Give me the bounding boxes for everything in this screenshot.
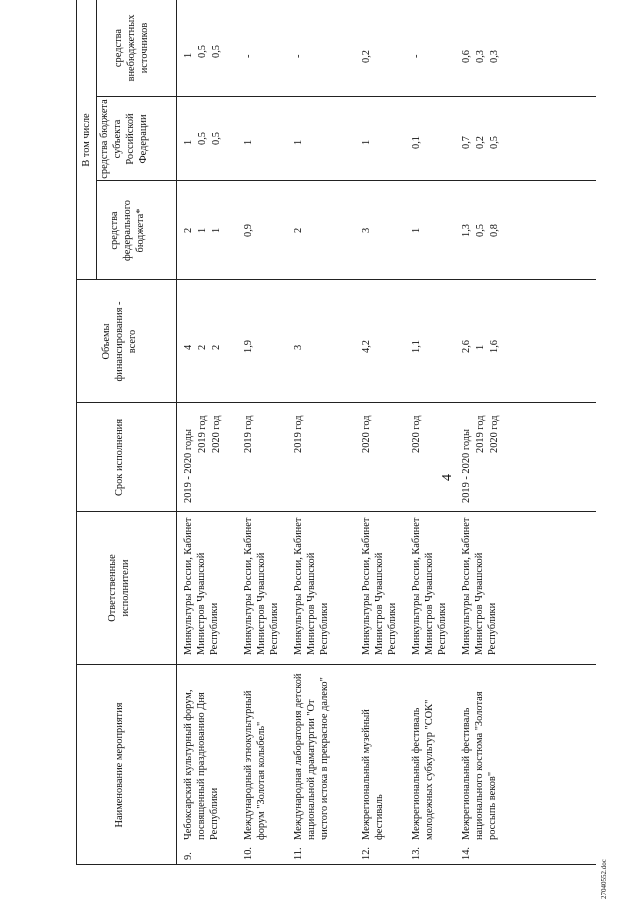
col-divider-name [76,664,596,665]
row-deadline: 2019 год [197,415,208,453]
row-executors: Минкультуры России, Кабинет Министров Чувашской Республики [411,517,448,655]
row-deadline: 2020 год [361,415,372,453]
row-extra: 0,5 [211,45,222,58]
row-regional: 0,7 [461,136,472,149]
row-name: Международная лаборатория детской национальной драматургии "От чистого истока в прекрасное далеко" [293,673,330,840]
row-executors: Минкультуры России, Кабинет Министров Чувашской Республики [293,517,330,655]
col-divider-deadline [76,402,596,403]
row-regional: 1 [361,139,372,145]
row-executors: Минкультуры России, Кабинет Министров Чувашской Республики [361,517,398,655]
row-executors: Минкультуры России, Кабинет Министров Чувашской Республики [183,517,220,655]
col-divider-federal [96,180,596,181]
row-name: Межрегиональный фестиваль национального костюма "Золотая россыпь веков" [461,691,498,840]
row-regional: 0,5 [489,136,500,149]
row-deadline: 2019 - 2020 годы [183,429,194,503]
row-total: 4 [183,344,194,350]
row-deadline: 2020 год [489,415,500,453]
table-top-border [76,0,77,865]
row-name: Чебоксарский культурный форум, посвященный празднованию Дня Республики [183,689,220,840]
header-deadline: Срок исполнения [114,418,125,497]
row-extra: 0,5 [197,45,208,58]
row-deadline: 2019 - 2020 годы [461,429,472,503]
header-regional: средства бюджета субъекта Российской Федерации [99,99,149,179]
row-total: 4,2 [361,340,372,353]
row-total: 1,9 [243,340,254,353]
row-regional: 0,5 [197,132,208,145]
header-bottom-border [176,0,177,865]
row-name: Межрегиональный фестиваль молодежных субкультур "СОК" [411,699,435,840]
footer-doc-name: 27040552.doc [600,859,608,899]
row-federal: 3 [361,227,372,233]
row-number: 12. [361,847,372,860]
subheader-border [96,0,97,280]
row-number: 9. [183,852,194,860]
header-executors: Ответственные исполнители [107,554,131,622]
row-extra: 0,3 [489,50,500,63]
row-extra: 0,3 [475,50,486,63]
row-regional: 1 [293,139,304,145]
col-divider-executors [76,511,596,512]
row-regional: 0,2 [475,136,486,149]
row-federal: 0,9 [243,224,254,237]
header-extra: средства внебюджетных источников [113,14,150,82]
row-extra: - [411,54,422,58]
row-number: 13. [411,847,422,860]
row-total: 3 [293,344,304,350]
row-number: 10. [243,847,254,860]
row-federal: 2 [293,227,304,233]
row-federal: 1 [211,227,222,233]
row-total: 1,1 [411,340,422,353]
row-deadline: 2019 год [293,415,304,453]
row-executors: Минкультуры России, Кабинет Министров Чувашской Республики [461,517,498,655]
header-including: В том числе [81,113,92,167]
row-extra: 1 [183,52,194,58]
row-federal: 0,8 [489,224,500,237]
row-name: Межрегиональный музейный фестиваль [361,709,385,840]
row-regional: 1 [183,139,194,145]
row-number: 11. [293,847,304,860]
row-total: 1 [475,344,486,350]
row-extra: - [293,54,304,58]
row-federal: 1 [411,227,422,233]
row-extra: 0,2 [361,50,372,63]
row-executors: Минкультуры России, Кабинет Министров Чувашской Республики [243,517,280,655]
row-federal: 2 [183,227,194,233]
row-federal: 1,3 [461,224,472,237]
header-total: Объемы финансирования - всего [101,301,138,382]
header-name: Наименование мероприятия [114,702,125,828]
col-divider-regional [96,96,596,97]
table-left-border [76,864,596,865]
row-extra: 0,6 [461,50,472,63]
row-deadline: 2019 год [475,415,486,453]
row-deadline: 2020 год [211,415,222,453]
row-name: Международный этнокультурный форум "Золотая колыбель" [243,690,267,840]
row-federal: 0,5 [475,224,486,237]
row-deadline: 2020 год [411,415,422,453]
row-total: 2,6 [461,340,472,353]
row-federal: 1 [197,227,208,233]
row-total: 2 [197,344,208,350]
header-federal: средства федерального бюджета* [109,200,146,261]
row-total: 1,6 [489,340,500,353]
row-extra: - [243,54,254,58]
page-number: 4 [440,474,455,481]
row-regional: 0,1 [411,136,422,149]
row-deadline: 2019 год [243,415,254,453]
row-regional: 1 [243,139,254,145]
row-regional: 0,5 [211,132,222,145]
row-number: 14. [461,847,472,860]
col-divider-total [76,279,596,280]
row-total: 2 [211,344,222,350]
